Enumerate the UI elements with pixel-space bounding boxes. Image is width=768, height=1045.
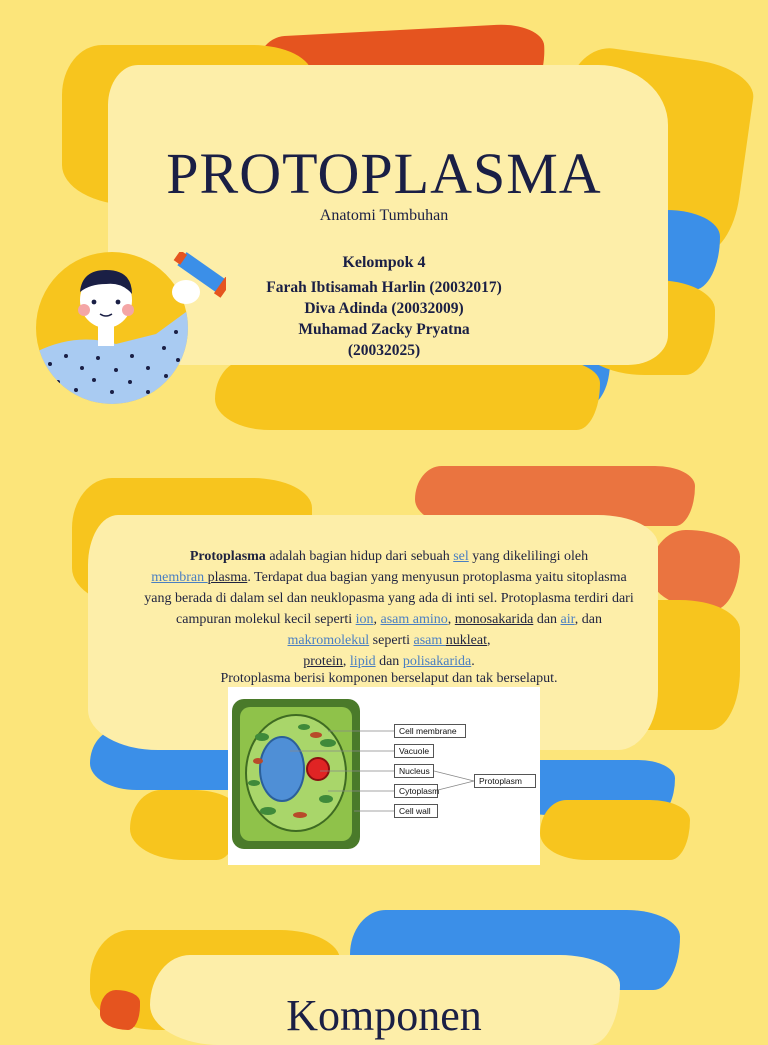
word-monosakarida: monosakarida [454, 612, 534, 627]
text-run: , [486, 633, 491, 648]
link-lipid[interactable]: lipid [349, 654, 376, 669]
text-run: adalah bagian hidup dari sebuah [265, 549, 454, 564]
member-line: (20032025) [347, 342, 421, 359]
slide3-title: Komponen [286, 991, 482, 1040]
text-run: dan [533, 612, 561, 627]
text-run: yang dikelilingi oleh [468, 549, 589, 564]
link-makromolekul[interactable]: makromolekul [287, 633, 370, 648]
text-run: seperti [369, 633, 414, 648]
label-cell-wall: Cell wall [394, 804, 438, 818]
brush-yellow-bottom [215, 360, 600, 430]
text-run: , [447, 612, 455, 627]
link-ion[interactable]: ion [355, 612, 374, 627]
text-run: , dan [574, 612, 602, 627]
member-line: Diva Adinda (20032009) [304, 300, 464, 317]
label-nucleus: Nucleus [394, 764, 434, 778]
label-protoplasm: Protoplasm [474, 774, 536, 788]
text-run: . [471, 654, 475, 669]
word-nukleat: nukleat [445, 633, 487, 648]
protoplasma-note: Protoplasma berisi komponen berselaput dan tak berselaput. [220, 671, 558, 686]
word-plasma: plasma [207, 570, 248, 585]
term-protoplasma: Protoplasma [189, 549, 266, 564]
group-info [0, 252, 768, 361]
member-line: Muhamad Zacky Pryatna [298, 321, 470, 338]
word-protein: protein [303, 654, 343, 669]
brush-yellow-s2-bottom-right [540, 800, 690, 860]
brush-yellow-s2-bottom [130, 790, 240, 860]
text-run: , [342, 654, 350, 669]
link-asam[interactable]: asam [413, 633, 446, 648]
label-vacuole: Vacuole [394, 744, 434, 758]
text-run: , [373, 612, 381, 627]
slide-subtitle: Anatomi Tumbuhan [319, 207, 449, 224]
link-membran[interactable]: membran [151, 570, 208, 585]
brush-coral-s2-right [650, 530, 740, 610]
label-cytoplasm: Cytoplasm [394, 784, 438, 798]
member-line: Farah Ibtisamah Harlin (20032017) [266, 279, 502, 296]
link-air[interactable]: air [560, 612, 575, 627]
group-title: Kelompok 4 [342, 254, 426, 271]
slide-title: PROTOPLASMA [166, 141, 602, 206]
protoplasma-paragraph [140, 546, 638, 672]
label-cell-membrane: Cell membrane [394, 724, 466, 738]
text-run: dan [375, 654, 403, 669]
plant-cell-figure [228, 687, 540, 865]
link-sel[interactable]: sel [453, 549, 469, 564]
link-polisakarida[interactable]: polisakarida [402, 654, 472, 669]
text-run: . Terdapat dua bagian yang menyusun protoplasma yaitu sitoplasma yang berada di dalam sel dan neuklopasma yang ada di inti sel. Protoplasma terdiri dari campuran molekul kecil seperti [144, 570, 634, 627]
link-asam-amino[interactable]: asam amino [380, 612, 448, 627]
